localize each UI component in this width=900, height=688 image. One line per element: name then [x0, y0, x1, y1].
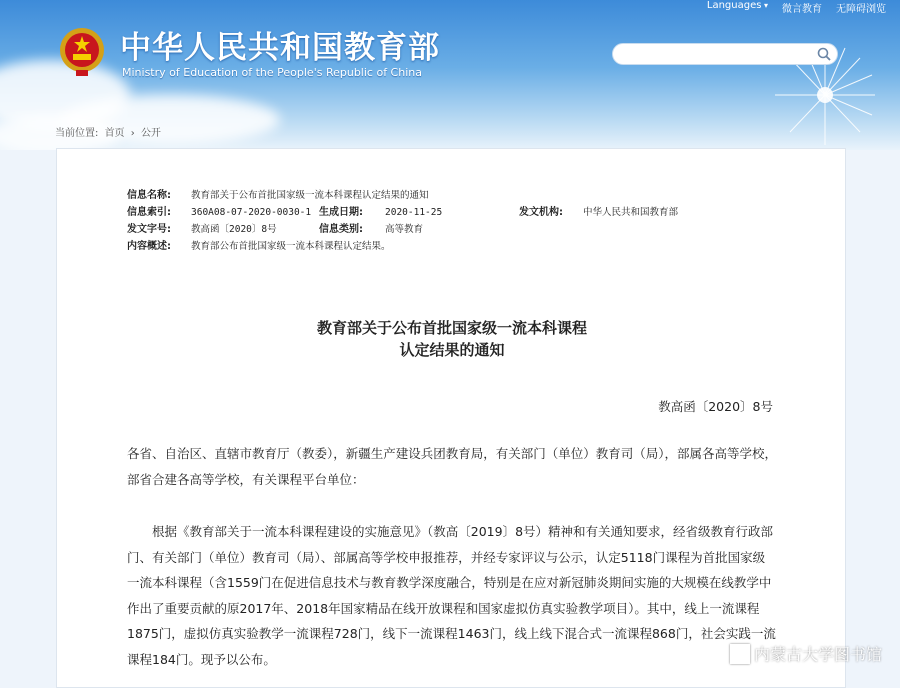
info-docno-value: 教高函〔2020〕8号	[191, 224, 277, 235]
info-row-index	[127, 204, 747, 221]
site-title[interactable]: 中华人民共和国教育部	[120, 30, 440, 66]
breadcrumb-prefix: 当前位置:	[55, 128, 99, 139]
info-row-docno	[127, 221, 747, 238]
info-name-value: 教育部关于公布首批国家级一流本科课程认定结果的通知	[191, 190, 429, 201]
info-category-value: 高等教育	[385, 224, 424, 235]
breadcrumb	[55, 124, 164, 139]
info-summary-value: 教育部公布首批国家级一流本科课程认定结果。	[191, 241, 391, 252]
library-logo-icon	[730, 644, 750, 664]
national-emblem-icon[interactable]	[58, 26, 106, 78]
info-docno-label: 发文字号:	[127, 224, 171, 235]
languages-link[interactable]: Languages ▾	[707, 0, 768, 14]
search-box	[612, 43, 838, 65]
watermark-text: 内蒙古大学图书馆	[753, 645, 882, 664]
content-panel	[56, 148, 846, 688]
info-index-label: 信息索引:	[127, 207, 171, 218]
breadcrumb-separator: ›	[130, 128, 135, 139]
info-name-label: 信息名称:	[127, 190, 171, 201]
info-index-value: 360A08-07-2020-0030-1	[191, 207, 312, 218]
paragraph-body: 根据《教育部关于一流本科课程建设的实施意见》（教高〔2019〕8号）精神和有关通知要求，经省级教育行政部门、有关部门（单位）教育司（局）、部属高等学校申报推荐，并经专家评议与公示，认定5118门课程为首批国家级一流本科课程（含1559门在促进信息技术与教育教学深度融合，特别是在应对新冠肺炎期间实施的大规模在线教学中作出了重要贡献的原2017年、2018年国家精品在线开放课程和国家虚拟仿真实验教学项目）。其中，线上一流课程1875门，虚拟仿真实验教学一流课程728门，线下一流课程1463门，线上线下混合式一流课程868门，社会实践一流课程184门。现予以公布。	[127, 524, 776, 667]
info-date-value: 2020-11-25	[385, 207, 443, 218]
site-header	[0, 0, 900, 150]
weibo-link[interactable]: 微言教育	[782, 4, 822, 15]
info-category-label: 信息类别:	[319, 224, 363, 235]
breadcrumb-home[interactable]: 首页	[104, 128, 125, 139]
library-watermark	[730, 642, 882, 665]
accessibility-link[interactable]: 无障碍浏览	[836, 4, 886, 15]
document-title-line2: 认定结果的通知	[399, 341, 505, 359]
top-links	[707, 0, 886, 14]
search-icon[interactable]	[817, 47, 831, 61]
document-title-line1: 教育部关于公布首批国家级一流本科课程	[316, 319, 587, 337]
info-row-summary	[127, 238, 747, 255]
document-title	[57, 317, 847, 361]
paragraph-addressees: 各省、自治区、直辖市教育厅（教委），新疆生产建设兵团教育局，有关部门（单位）教育司（局），部属各高等学校，部省合建各高等学校，有关课程平台单位：	[127, 446, 778, 487]
info-org-value: 中华人民共和国教育部	[583, 207, 679, 218]
info-date-label: 生成日期:	[319, 207, 363, 218]
breadcrumb-current[interactable]: 公开	[140, 128, 161, 139]
search-input[interactable]	[623, 46, 817, 66]
site-subtitle: Ministry of Education of the People's Republic of China	[122, 66, 422, 79]
info-org-label: 发文机构:	[519, 207, 563, 218]
info-summary-label: 内容概述:	[127, 241, 171, 252]
info-row-name	[127, 187, 747, 204]
document-number: 教高函〔2020〕8号	[658, 399, 773, 414]
info-table	[127, 187, 747, 255]
